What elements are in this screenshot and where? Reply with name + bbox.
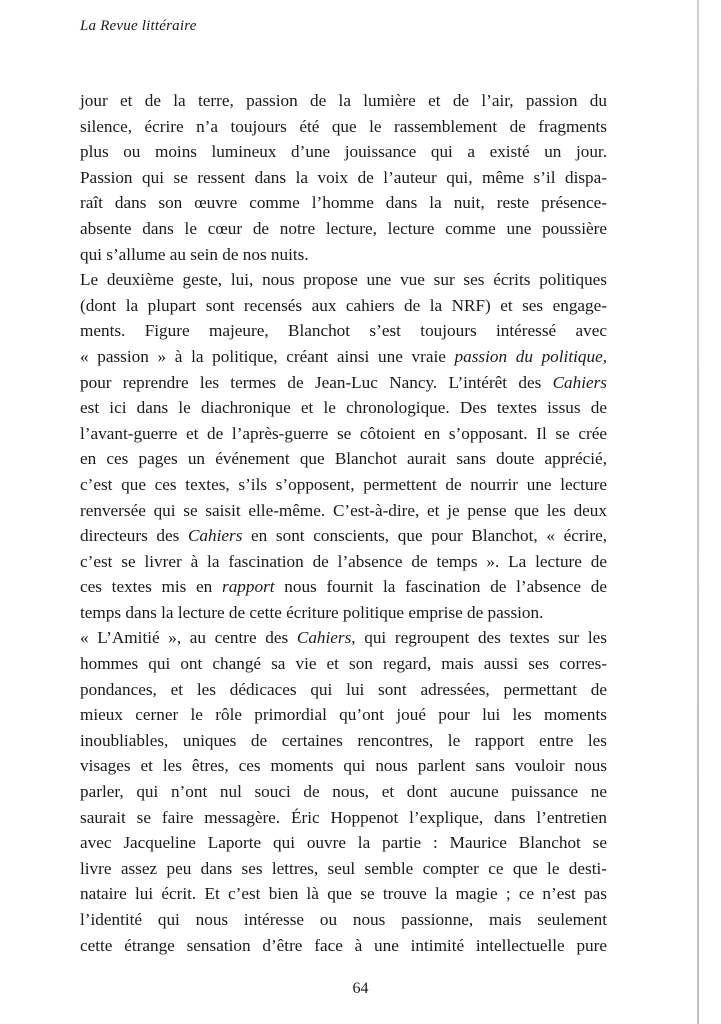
text-line <box>80 88 607 114</box>
text-line <box>80 805 607 831</box>
text-line <box>80 677 607 703</box>
text-line <box>80 549 607 575</box>
text-line <box>80 498 607 524</box>
text-line <box>80 139 607 165</box>
text-segment: nous fournit la fascination de l’absence de <box>274 577 607 597</box>
text-segment: pondances, et les dédicaces qui lui sont adressées, permettant de <box>80 679 607 699</box>
text-line <box>80 651 607 677</box>
text-line <box>80 600 607 626</box>
text-segment: saurait se faire messagère. Éric Hoppenot l’explique, dans l’entretien <box>80 807 607 827</box>
page-number: 64 <box>352 980 369 997</box>
text-line <box>80 267 607 293</box>
text-line <box>80 933 607 959</box>
text-line <box>80 395 607 421</box>
text-segment: cette étrange sensation d’être face à une intimité intellectuelle pure <box>80 935 607 955</box>
text-segment: visages et les êtres, ces moments qui nous parlent sans vouloir nous <box>80 756 607 776</box>
text-segment: l’avant-guerre et de l’après-guerre se côtoient en s’opposant. Il se crée <box>80 423 607 443</box>
text-line <box>80 523 607 549</box>
text-segment: jour et de la terre, passion de la lumière et de l’air, passion du <box>80 91 607 110</box>
text-line <box>80 165 607 191</box>
text-line <box>80 881 607 907</box>
text-segment: hommes qui ont changé sa vie et son regard, mais aussi ses corres- <box>80 654 607 674</box>
text-line <box>80 779 607 805</box>
text-line <box>80 190 607 216</box>
text-line <box>80 753 607 779</box>
text-segment: temps dans la lecture de cette écriture politique emprise de passion. <box>80 602 544 622</box>
text-line <box>80 421 607 447</box>
page-edge-divider <box>697 0 699 1024</box>
italic-text: Cahiers <box>296 628 352 648</box>
text-line <box>80 318 607 344</box>
text-segment: en sont conscients, que pour Blanchot, « écrire, <box>242 526 608 546</box>
italic-text: Cahiers <box>552 372 607 392</box>
text-segment: ces textes mis en <box>80 577 222 597</box>
text-segment: c’est se livrer à la fascination de l’absence de temps ». La lecture de <box>80 551 607 571</box>
text-line <box>80 114 607 140</box>
text-segment: parler, qui n’ont nul souci de nous, et dont aucune puissance ne <box>80 782 607 802</box>
text-segment: l’identité qui nous intéresse ou nous passionne, mais seulement <box>80 910 607 929</box>
text-line <box>80 856 607 882</box>
text-line <box>80 472 607 498</box>
text-segment: , <box>602 346 607 366</box>
italic-text: rapport <box>222 577 275 597</box>
text-segment: pour reprendre les termes de Jean-Luc Nancy. L’intérêt des <box>80 372 553 392</box>
text-segment: , qui regroupent des textes sur les <box>351 628 607 648</box>
text-line <box>80 446 607 472</box>
text-segment: (dont la plupart sont recensés aux cahiers de la NRF) et ses engage- <box>80 295 607 315</box>
text-segment: qui s’allume au sein de nos nuits. <box>80 244 309 264</box>
text-segment: avec Jacqueline Laporte qui ouvre la partie : Maurice Blanchot se <box>80 833 607 853</box>
text-line <box>80 242 607 268</box>
text-line <box>80 370 607 396</box>
text-segment: nataire lui écrit. Et c’est bien là que se trouve la magie ; ce n’est pas <box>80 884 607 904</box>
text-segment: en ces pages un événement que Blanchot aurait sans doute apprécié, <box>80 449 607 469</box>
text-segment: absente dans le cœur de notre lecture, lecture comme une poussière <box>80 218 607 238</box>
text-segment: c’est que ces textes, s’ils s’opposent, permettent de nourrir une lecture <box>80 474 607 494</box>
text-segment: mieux cerner le rôle primordial qu’ont joué pour lui les moments <box>80 705 607 725</box>
text-segment: directeurs des <box>80 526 188 546</box>
text-segment: inoubliables, uniques de certaines rencontres, le rapport entre les <box>80 730 607 750</box>
italic-text: passion du politique <box>454 346 603 366</box>
text-line <box>80 293 607 319</box>
running-head: La Revue littéraire <box>80 18 197 34</box>
text-segment: livre assez peu dans ses lettres, seul semble compter ce que le desti- <box>80 858 607 878</box>
text-line <box>80 702 607 728</box>
text-line <box>80 625 607 651</box>
text-line <box>80 574 607 600</box>
italic-text: Cahiers <box>187 526 243 546</box>
text-line <box>80 344 607 370</box>
text-segment: « passion » à la politique, créant ainsi une vraie <box>80 346 455 366</box>
text-segment: plus ou moins lumineux d’une jouissance qui a existé un jour. <box>80 142 607 162</box>
text-segment: raît dans son œuvre comme l’homme dans la nuit, reste présence- <box>80 193 607 213</box>
text-segment: est ici dans le diachronique et le chronologique. Des textes issus de <box>80 398 607 418</box>
body-text <box>80 88 607 958</box>
text-line <box>80 728 607 754</box>
text-segment: renversée qui se saisit elle-même. C’est-à-dire, et je pense que les deux <box>80 500 607 520</box>
text-line <box>80 830 607 856</box>
text-line <box>80 216 607 242</box>
text-segment: « L’Amitié », au centre des <box>80 628 297 648</box>
text-segment: ments. Figure majeure, Blanchot s’est toujours intéressé avec <box>80 321 607 341</box>
text-segment: silence, écrire n’a toujours été que le rassemblement de fragments <box>80 116 607 136</box>
text-segment: Le deuxième geste, lui, nous propose une vue sur ses écrits politiques <box>80 270 607 290</box>
text-segment: Passion qui se ressent dans la voix de l’auteur qui, même s’il dispa- <box>80 167 607 187</box>
text-line <box>80 907 607 933</box>
